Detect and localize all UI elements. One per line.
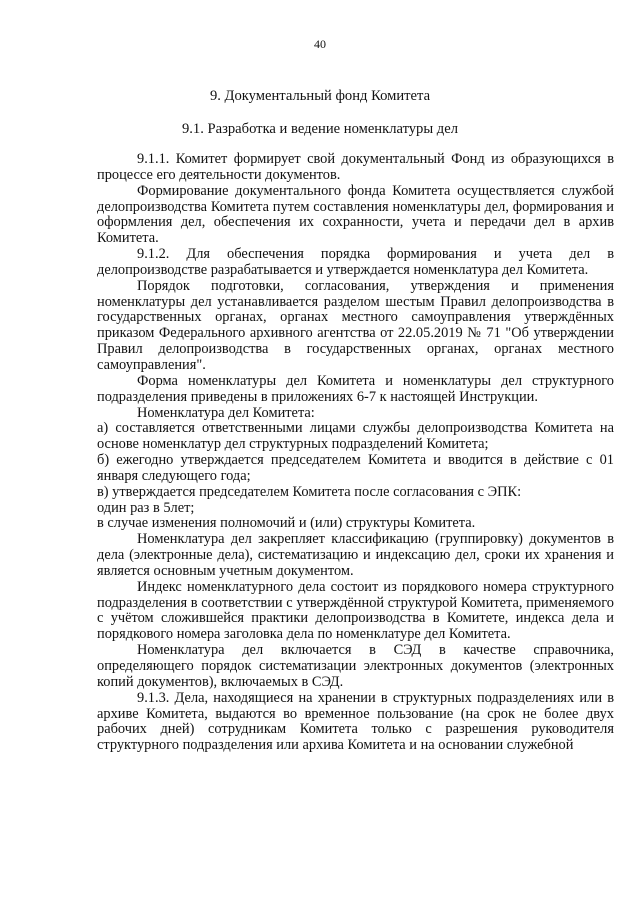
list-item-c: в) утверждается председателем Комитета после согласования с ЭПК: [97,483,522,500]
section-title: 9. Документальный фонд Комитета [209,88,431,104]
paragraph-nomenclature-intro: Номенклатура дел Комитета: [137,404,315,421]
paragraph-sed: Номенклатура дел включается в СЭД в качестве справочника, определяющего порядок систематизации электронных документов (электронных копий документов), включаемых в СЭД. [97,642,614,690]
subsection-title: 9.1. Разработка и ведение номенклатуры дел [181,121,458,137]
list-item-a: а) составляется ответственными лицами службы делопроизводства Комитета на основе номенклатур дел структурных подразделений Комитета; [97,420,614,453]
list-item-c-once: один раз в 5лет; [97,499,195,516]
paragraph-fund-formation: Формирование документального фонда Комитета осуществляется службой делопроизводства Комитета путем составления номенклатуры дел, формирования и оформления дел, обеспечения их сохранности, учета и передачи дел в архив Комитета. [97,182,614,247]
list-item-b: б) ежегодно утверждается председателем Комитета и вводится в действие с 01 января следующего года; [97,452,614,484]
body-text [97,152,614,754]
paragraph-9-1-1: 9.1.1. Комитет формирует свой документальный Фонд из образующихся в процессе его деятельности документов. [97,151,614,183]
paragraph-9-1-3: 9.1.3. Дела, находящиеся на хранении в структурных подразделениях или в архиве Комитета, выдаются во временное пользование (на срок не более двух рабочих дней) сотрудникам Комитета только с разрешения руководителя структурного подразделения или архива Комитета и на основании служебной [97,689,614,754]
page-number: 40 [314,37,326,51]
list-item-c-change: в случае изменения полномочий и (или) структуры Комитета. [97,515,476,532]
paragraph-classification: Номенклатура дел закрепляет классификацию (группировку) документов в дела (электронные дела), систематизацию и индексацию дел, сроки их хранения и является основным учетным документом. [97,531,614,579]
paragraph-index: Индекс номенклатурного дела состоит из порядкового номера структурного подразделения в соответствии с утверждённой структурой Комитета, применяемого с учётом сложившейся практики делопроизводства в Комитете, индекса дела и порядкового номера заголовка дела по номенклатуре дел Комитета. [97,578,614,643]
paragraph-9-1-2: 9.1.2. Для обеспечения порядка формирования и учета дел в делопроизводстве разрабатывается и утверждается номенклатура дел Комитета. [97,246,614,278]
paragraph-nomenclature-procedure: Порядок подготовки, согласования, утверждения и применения номенклатуры дел устанавливается разделом шестым Правил делопроизводства в государственных органах, органах местного самоуправления утверждённых приказом Федерального архивного агентства от 22.05.2019 № 71 "Об утверждении Правил делопроизводства в государственных органах, органах местного самоуправления". [97,277,614,373]
paragraph-nomenclature-form: Форма номенклатуры дел Комитета и номенклатуры дел структурного подразделения приведены в приложениях 6-7 к настоящей Инструкции. [97,372,614,405]
